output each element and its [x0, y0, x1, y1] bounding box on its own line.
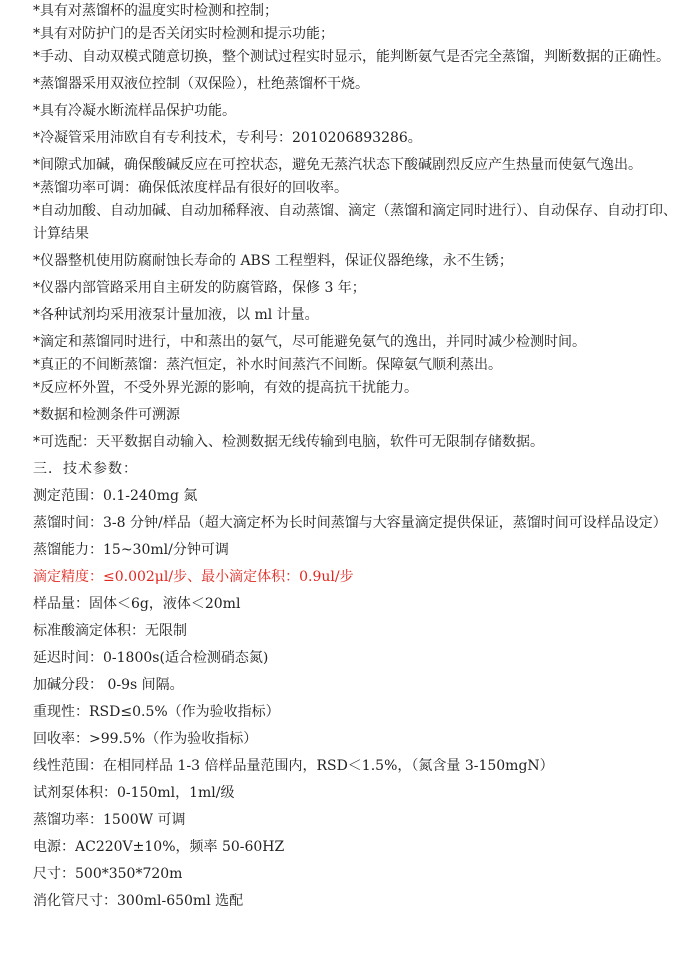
section-title: 三．技术参数： — [33, 461, 138, 477]
feature-line: *蒸馏器采用双液位控制（双保险），杜绝蒸馏杯干烧。 — [33, 76, 369, 92]
document-body — [33, 0, 681, 913]
feature-line: *可选配：天平数据自动输入、检测数据无线传输到电脑，软件可无限制存储数据。 — [33, 434, 544, 450]
spec-line: 回收率：>99.5%（作为验收指标） — [33, 731, 258, 747]
feature-line: *仪器整机使用防腐耐蚀长寿命的 ABS 工程塑料，保证仪器绝缘，永不生锈； — [33, 253, 513, 269]
feature-line: *冷凝管采用沛欧自有专利技术，专利号：2010206893286。 — [33, 130, 422, 146]
spec-line: 消化管尺寸：300ml-650ml 选配 — [33, 893, 244, 909]
spec-line: 加碱分段： 0-9s 间隔。 — [33, 677, 184, 693]
spec-line-highlight: 滴定精度：≤0.002μl/步、最小滴定体积：0.9ul/步 — [33, 569, 354, 585]
feature-line: *反应杯外置，不受外界光源的影响，有效的提高抗干扰能力。 — [33, 380, 418, 396]
spec-line: 测定范围：0.1-240mg 氮 — [33, 488, 198, 504]
spec-line: 电源：AC220V±10%，频率 50-60HZ — [33, 839, 285, 855]
feature-line: *各种试剂均采用液泵计量加液，以 ml 计量。 — [33, 307, 319, 323]
spec-line: 线性范围：在相同样品 1-3 倍样品量范围内，RSD＜1.5%，（氮含量 3-150mgN） — [33, 758, 554, 774]
spec-line: 蒸馏能力：15~30ml/分钟可调 — [33, 542, 229, 558]
feature-line: *具有对蒸馏杯的温度实时检测和控制； — [33, 3, 278, 19]
feature-line: *具有冷凝水断流样品保护功能。 — [33, 103, 236, 119]
feature-line: *数据和检测条件可溯源 — [33, 407, 180, 423]
spec-line: 试剂泵体积：0-150ml，1ml/级 — [33, 785, 235, 801]
spec-line: 蒸馏时间：3-8 分钟/样品（超大滴定杯为长时间蒸馏与大容量滴定提供保证，蒸馏时间可设样品设定） — [33, 515, 667, 531]
feature-line: *手动、自动双模式随意切换，整个测试过程实时显示，能判断氨气是否完全蒸馏，判断数据的正确性。 — [33, 49, 670, 65]
spec-line: 标准酸滴定体积：无限制 — [33, 623, 187, 639]
feature-line: *间隙式加碱，确保酸碱反应在可控状态，避免无蒸汽状态下酸碱剧烈反应产生热量而使氨气逸出。 — [33, 157, 642, 173]
feature-line: *仪器内部管路采用自主研发的防腐管路，保修 3 年； — [33, 280, 366, 296]
feature-line: *具有对防护门的是否关闭实时检测和提示功能； — [33, 26, 334, 42]
spec-line: 样品量：固体＜6g，液体＜20ml — [33, 596, 241, 612]
feature-line: *蒸馏功率可调：确保低浓度样品有很好的回收率。 — [33, 180, 348, 196]
spec-line: 尺寸：500*350*720m — [33, 866, 183, 882]
spec-line: 重现性：RSD≤0.5%（作为验收指标） — [33, 704, 280, 720]
feature-line: *真正的不间断蒸馏：蒸汽恒定，补水时间蒸汽不间断。保障氨气顺利蒸出。 — [33, 357, 502, 373]
spec-line: 延迟时间：0-1800s(适合检测硝态氮) — [33, 650, 269, 666]
spec-line: 蒸馏功率：1500W 可调 — [33, 812, 186, 828]
feature-line: *滴定和蒸馏同时进行，中和蒸出的氨气，尽可能避免氨气的逸出，并同时减少检测时间。 — [33, 334, 586, 350]
feature-line: *自动加酸、自动加碱、自动加稀释液、自动蒸馏、滴定（蒸馏和滴定同时进行）、自动保存、自动打印、计算结果 — [33, 203, 677, 242]
